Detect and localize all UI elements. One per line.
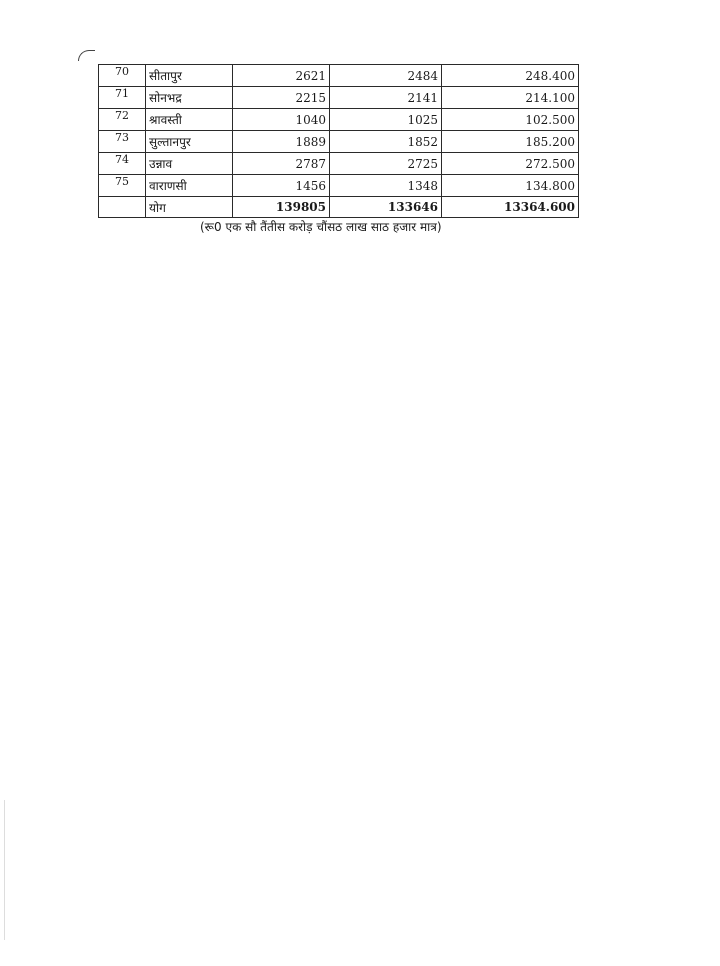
total-col-3: 13364.600 [442, 197, 579, 218]
serial-number: 70 [99, 65, 146, 87]
serial-number: 71 [99, 87, 146, 109]
value-col-1: 2215 [233, 87, 330, 109]
value-col-3: 134.800 [442, 175, 579, 197]
value-col-2: 1852 [330, 131, 442, 153]
district-name: सीतापुर [146, 65, 233, 87]
table-row [99, 87, 579, 109]
value-col-1: 1456 [233, 175, 330, 197]
value-col-2: 2141 [330, 87, 442, 109]
total-col-2: 133646 [330, 197, 442, 218]
district-table [98, 64, 579, 218]
scan-mark [78, 50, 95, 61]
value-col-3: 272.500 [442, 153, 579, 175]
value-col-1: 2787 [233, 153, 330, 175]
value-col-1: 1040 [233, 109, 330, 131]
table-row [99, 65, 579, 87]
table-row [99, 153, 579, 175]
value-col-1: 1889 [233, 131, 330, 153]
value-col-2: 2484 [330, 65, 442, 87]
serial-number: 72 [99, 109, 146, 131]
value-col-3: 214.100 [442, 87, 579, 109]
serial-number: 73 [99, 131, 146, 153]
district-name: श्रावस्ती [146, 109, 233, 131]
total-serial-empty [99, 197, 146, 218]
scan-edge [0, 800, 5, 940]
value-col-3: 102.500 [442, 109, 579, 131]
table-row [99, 109, 579, 131]
value-col-2: 2725 [330, 153, 442, 175]
total-row [99, 197, 579, 218]
amount-in-words-note: (रू0 एक सौ तैंतीस करोड़ चौंसठ लाख साठ हजार मात्र) [200, 220, 442, 234]
value-col-1: 2621 [233, 65, 330, 87]
table-row [99, 175, 579, 197]
value-col-3: 248.400 [442, 65, 579, 87]
district-name: वाराणसी [146, 175, 233, 197]
district-name: सुल्तानपुर [146, 131, 233, 153]
value-col-2: 1025 [330, 109, 442, 131]
table-row [99, 131, 579, 153]
value-col-3: 185.200 [442, 131, 579, 153]
district-name: उन्नाव [146, 153, 233, 175]
total-label: योग [146, 197, 233, 218]
serial-number: 74 [99, 153, 146, 175]
total-col-1: 139805 [233, 197, 330, 218]
value-col-2: 1348 [330, 175, 442, 197]
serial-number: 75 [99, 175, 146, 197]
table-body [99, 65, 579, 218]
district-name: सोनभद्र [146, 87, 233, 109]
